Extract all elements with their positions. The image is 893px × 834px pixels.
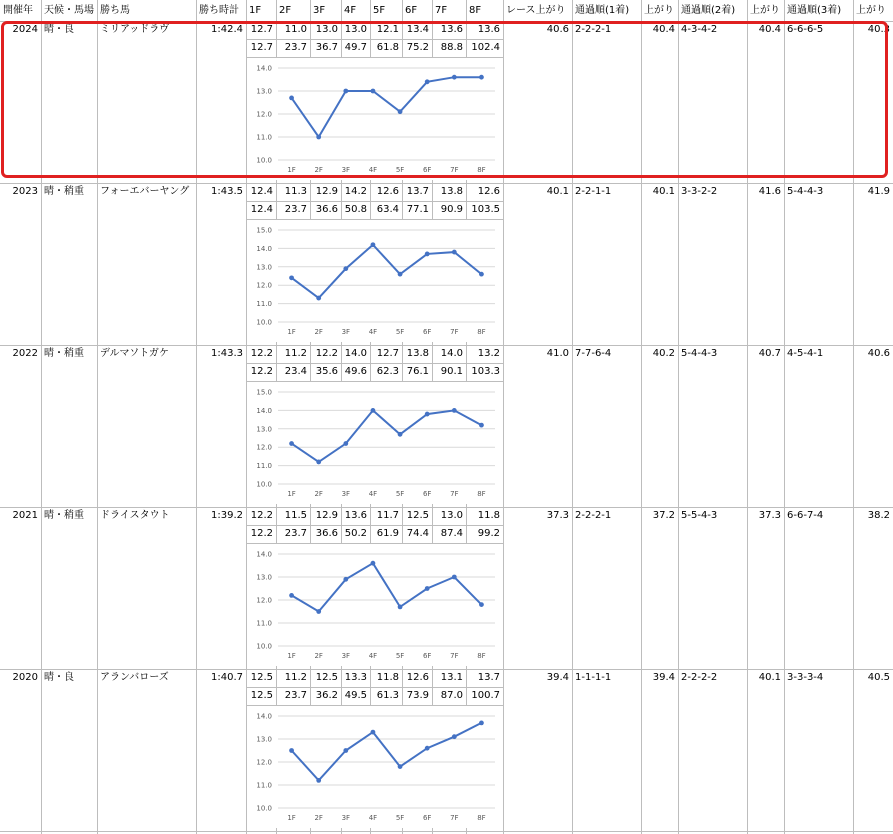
data-point bbox=[398, 272, 403, 277]
series-line bbox=[292, 563, 482, 611]
data-point bbox=[371, 561, 376, 566]
x-tick-label: 8F bbox=[477, 166, 486, 174]
cell-lap[interactable]: 12.2 bbox=[315, 348, 338, 359]
cell-agari2[interactable]: 40.7 bbox=[758, 348, 781, 359]
data-point bbox=[343, 266, 348, 271]
cell-cumulative[interactable]: 61.9 bbox=[376, 528, 399, 539]
cell-agari1[interactable]: 37.2 bbox=[652, 510, 675, 521]
x-tick-label: 6F bbox=[422, 814, 432, 822]
x-tick-label: 8F bbox=[477, 652, 486, 660]
data-point bbox=[452, 408, 457, 413]
cell-cumulative[interactable]: 23.7 bbox=[284, 42, 307, 53]
lap-time-chart bbox=[247, 382, 503, 504]
x-tick-label: 7F bbox=[450, 652, 459, 660]
x-tick-label: 5F bbox=[395, 328, 405, 336]
y-tick-label: 11.0 bbox=[256, 462, 272, 471]
y-tick-label: 14.0 bbox=[256, 64, 272, 73]
cell-time[interactable]: 1:42.4 bbox=[211, 24, 243, 35]
grid-vline bbox=[503, 0, 504, 834]
grid-vline bbox=[784, 0, 785, 834]
x-tick-label: 7F bbox=[450, 328, 459, 336]
header-time[interactable]: 勝ち時計 bbox=[199, 5, 239, 16]
x-tick-label: 8F bbox=[477, 328, 486, 336]
data-point bbox=[425, 79, 430, 84]
cell-agari2[interactable]: 41.6 bbox=[758, 186, 781, 197]
cell-agari3[interactable]: 41.9 bbox=[867, 186, 890, 197]
cell-cumulative[interactable]: 63.4 bbox=[376, 204, 399, 215]
y-tick-label: 10.0 bbox=[256, 156, 272, 165]
data-point bbox=[289, 593, 294, 598]
cell-agari3[interactable]: 40.3 bbox=[867, 24, 890, 35]
grid-vline bbox=[41, 0, 42, 834]
lap-time-chart bbox=[247, 58, 503, 180]
lap-line-chart bbox=[247, 706, 503, 828]
cell-cumulative[interactable]: 61.8 bbox=[376, 42, 399, 53]
y-tick-label: 12.0 bbox=[256, 281, 272, 290]
data-point bbox=[452, 734, 457, 739]
x-tick-label: 3F bbox=[341, 652, 351, 660]
grid-vline bbox=[747, 0, 748, 834]
cell-lap[interactable]: 14.0 bbox=[440, 348, 463, 359]
x-tick-label: 2F bbox=[314, 166, 323, 174]
cell-cumulative[interactable]: 49.5 bbox=[344, 690, 367, 701]
data-point bbox=[479, 721, 484, 726]
cell-lap[interactable]: 12.9 bbox=[315, 510, 338, 521]
cell-lap[interactable]: 13.6 bbox=[440, 24, 463, 35]
x-tick-label: 5F bbox=[395, 652, 405, 660]
x-tick-label: 6F bbox=[422, 652, 432, 660]
cell-pos2[interactable]: 5-4-4-3 bbox=[681, 348, 718, 359]
y-tick-label: 10.0 bbox=[256, 804, 272, 813]
cell-year[interactable]: 2020 bbox=[12, 672, 38, 683]
y-tick-label: 15.0 bbox=[256, 388, 272, 397]
y-tick-label: 11.0 bbox=[256, 781, 272, 790]
cell-lap[interactable]: 11.7 bbox=[376, 510, 399, 521]
header-pos1[interactable]: 通過順(1着) bbox=[575, 5, 630, 16]
x-tick-label: 5F bbox=[395, 490, 405, 498]
cell-lap[interactable]: 12.4 bbox=[250, 186, 273, 197]
header-lap2[interactable]: 2F bbox=[279, 5, 292, 16]
cell-cumulative[interactable]: 61.3 bbox=[376, 690, 399, 701]
cell-lap[interactable]: 11.3 bbox=[284, 186, 307, 197]
cell-weather[interactable]: 晴・良 bbox=[44, 672, 74, 683]
x-tick-label: 1F bbox=[287, 328, 296, 336]
y-tick-label: 13.0 bbox=[256, 735, 272, 744]
y-tick-label: 11.0 bbox=[256, 300, 272, 309]
cell-year[interactable]: 2023 bbox=[12, 186, 38, 197]
cell-lap[interactable]: 11.0 bbox=[284, 24, 307, 35]
cell-pos3[interactable]: 5-4-4-3 bbox=[787, 186, 824, 197]
cell-lap[interactable]: 13.4 bbox=[406, 24, 429, 35]
header-agari2[interactable]: 上がり bbox=[750, 5, 780, 16]
cell-winner[interactable]: ミリアッドラヴ bbox=[100, 24, 170, 35]
cell-cumulative[interactable]: 87.0 bbox=[440, 690, 463, 701]
x-tick-label: 3F bbox=[341, 490, 351, 498]
cell-pos2[interactable]: 2-2-2-2 bbox=[681, 672, 718, 683]
y-tick-label: 12.0 bbox=[256, 596, 272, 605]
cell-race-agari[interactable]: 40.1 bbox=[546, 186, 569, 197]
grid-vline bbox=[196, 0, 197, 834]
cell-lap[interactable]: 14.0 bbox=[344, 348, 367, 359]
x-tick-label: 2F bbox=[314, 814, 323, 822]
cell-lap[interactable]: 13.2 bbox=[477, 348, 500, 359]
data-point bbox=[479, 272, 484, 277]
header-pos2[interactable]: 通過順(2着) bbox=[681, 5, 736, 16]
header-pos3[interactable]: 通過順(3着) bbox=[787, 5, 842, 16]
data-point bbox=[316, 460, 321, 465]
data-point bbox=[316, 609, 321, 614]
x-tick-label: 6F bbox=[422, 490, 432, 498]
data-point bbox=[289, 441, 294, 446]
y-tick-label: 14.0 bbox=[256, 244, 272, 253]
data-point bbox=[289, 748, 294, 753]
header-lap5[interactable]: 5F bbox=[373, 5, 386, 16]
cell-cumulative[interactable]: 23.7 bbox=[284, 528, 307, 539]
lap-time-chart bbox=[247, 544, 503, 666]
cell-pos1[interactable]: 2-2-2-1 bbox=[575, 510, 612, 521]
cell-cumulative[interactable]: 12.2 bbox=[250, 528, 273, 539]
cell-cumulative[interactable]: 62.3 bbox=[376, 366, 399, 377]
x-tick-label: 2F bbox=[314, 652, 323, 660]
data-point bbox=[289, 275, 294, 280]
cell-lap[interactable]: 12.5 bbox=[315, 672, 338, 683]
cell-race-agari[interactable]: 37.3 bbox=[546, 510, 569, 521]
cell-cumulative[interactable]: 23.4 bbox=[284, 366, 307, 377]
cell-cumulative[interactable]: 36.7 bbox=[315, 42, 338, 53]
data-point bbox=[398, 432, 403, 437]
cell-year[interactable]: 2021 bbox=[12, 510, 38, 521]
cell-cumulative[interactable]: 36.2 bbox=[315, 690, 338, 701]
cell-lap[interactable]: 13.0 bbox=[315, 24, 338, 35]
cell-pos2[interactable]: 3-3-2-2 bbox=[681, 186, 718, 197]
data-point bbox=[371, 730, 376, 735]
x-tick-label: 4F bbox=[368, 166, 378, 174]
cell-cumulative[interactable]: 12.5 bbox=[250, 690, 273, 701]
cell-cumulative[interactable]: 49.7 bbox=[344, 42, 367, 53]
cell-cumulative[interactable]: 103.3 bbox=[471, 366, 500, 377]
cell-cumulative[interactable]: 100.7 bbox=[471, 690, 500, 701]
cell-cumulative[interactable]: 90.1 bbox=[440, 366, 463, 377]
cell-time[interactable]: 1:43.3 bbox=[211, 348, 243, 359]
cell-agari3[interactable]: 40.5 bbox=[867, 672, 890, 683]
data-point bbox=[343, 577, 348, 582]
cell-winner[interactable]: フォーエバーヤング bbox=[100, 186, 190, 197]
cell-cumulative[interactable]: 102.4 bbox=[471, 42, 500, 53]
cell-lap[interactable]: 13.8 bbox=[440, 186, 463, 197]
header-lap6[interactable]: 6F bbox=[405, 5, 418, 16]
cell-time[interactable]: 1:40.7 bbox=[211, 672, 243, 683]
cell-year[interactable]: 2022 bbox=[12, 348, 38, 359]
cell-cumulative[interactable]: 75.2 bbox=[406, 42, 429, 53]
cell-pos3[interactable]: 3-3-3-4 bbox=[787, 672, 824, 683]
cell-lap[interactable]: 11.8 bbox=[477, 510, 500, 521]
x-tick-label: 7F bbox=[450, 166, 459, 174]
cell-lap[interactable]: 11.2 bbox=[284, 348, 307, 359]
header-winner[interactable]: 勝ち馬 bbox=[100, 5, 130, 16]
cell-lap[interactable]: 12.1 bbox=[376, 24, 399, 35]
y-tick-label: 14.0 bbox=[256, 712, 272, 721]
header-lap3[interactable]: 3F bbox=[313, 5, 326, 16]
cell-lap[interactable]: 13.8 bbox=[406, 348, 429, 359]
x-tick-label: 6F bbox=[422, 166, 432, 174]
lap-line-chart bbox=[247, 220, 503, 342]
data-point bbox=[371, 89, 376, 94]
cell-lap[interactable]: 12.9 bbox=[315, 186, 338, 197]
data-point bbox=[479, 602, 484, 607]
lap-line-chart bbox=[247, 382, 503, 504]
series-line bbox=[292, 723, 482, 781]
cell-lap[interactable]: 12.5 bbox=[406, 510, 429, 521]
cell-agari2[interactable]: 37.3 bbox=[758, 510, 781, 521]
cell-lap[interactable]: 13.1 bbox=[440, 672, 463, 683]
x-tick-label: 4F bbox=[368, 328, 378, 336]
cell-cumulative[interactable]: 23.7 bbox=[284, 690, 307, 701]
y-tick-label: 11.0 bbox=[256, 619, 272, 628]
x-tick-label: 1F bbox=[287, 814, 296, 822]
y-tick-label: 13.0 bbox=[256, 573, 272, 582]
cell-lap[interactable]: 12.2 bbox=[250, 510, 273, 521]
cell-cumulative[interactable]: 50.8 bbox=[344, 204, 367, 215]
cell-pos1[interactable]: 2-2-2-1 bbox=[575, 24, 612, 35]
cell-cumulative[interactable]: 99.2 bbox=[477, 528, 500, 539]
cell-lap[interactable]: 13.7 bbox=[406, 186, 429, 197]
cell-time[interactable]: 1:39.2 bbox=[211, 510, 243, 521]
data-point bbox=[425, 412, 430, 417]
header-lap8[interactable]: 8F bbox=[469, 5, 482, 16]
x-tick-label: 1F bbox=[287, 652, 296, 660]
x-tick-label: 3F bbox=[341, 814, 351, 822]
data-point bbox=[398, 109, 403, 114]
data-point bbox=[398, 764, 403, 769]
cell-lap[interactable]: 13.3 bbox=[344, 672, 367, 683]
data-point bbox=[316, 296, 321, 301]
cell-lap[interactable]: 12.7 bbox=[250, 24, 273, 35]
header-weather[interactable]: 天候・馬場 bbox=[44, 5, 94, 16]
cell-lap[interactable]: 13.0 bbox=[440, 510, 463, 521]
cell-pos2[interactable]: 4-3-4-2 bbox=[681, 24, 718, 35]
cell-lap[interactable]: 12.6 bbox=[477, 186, 500, 197]
x-tick-label: 8F bbox=[477, 814, 486, 822]
cell-pos3[interactable]: 6-6-6-5 bbox=[787, 24, 824, 35]
lap-line-chart bbox=[247, 58, 503, 180]
y-tick-label: 12.0 bbox=[256, 758, 272, 767]
cell-race-agari[interactable]: 40.6 bbox=[546, 24, 569, 35]
cell-pos1[interactable]: 2-2-1-1 bbox=[575, 186, 612, 197]
cell-lap[interactable]: 12.5 bbox=[250, 672, 273, 683]
cell-cumulative[interactable]: 49.6 bbox=[344, 366, 367, 377]
data-point bbox=[371, 242, 376, 247]
cell-lap[interactable]: 11.5 bbox=[284, 510, 307, 521]
grid-vline bbox=[572, 0, 573, 834]
data-point bbox=[316, 135, 321, 140]
cell-cumulative[interactable]: 74.4 bbox=[406, 528, 429, 539]
cell-lap[interactable]: 11.2 bbox=[284, 672, 307, 683]
cell-cumulative[interactable]: 88.8 bbox=[440, 42, 463, 53]
y-tick-label: 15.0 bbox=[256, 226, 272, 235]
cell-cumulative[interactable]: 77.1 bbox=[406, 204, 429, 215]
x-tick-label: 1F bbox=[287, 166, 296, 174]
series-line bbox=[292, 410, 482, 462]
cell-lap[interactable]: 12.6 bbox=[376, 186, 399, 197]
cell-cumulative[interactable]: 103.5 bbox=[471, 204, 500, 215]
cell-agari1[interactable]: 39.4 bbox=[652, 672, 675, 683]
cell-lap[interactable]: 13.6 bbox=[477, 24, 500, 35]
header-race-agari[interactable]: レース上がり bbox=[506, 5, 566, 16]
grid-vline bbox=[641, 0, 642, 834]
cell-pos2[interactable]: 5-5-4-3 bbox=[681, 510, 718, 521]
cell-pos3[interactable]: 4-5-4-1 bbox=[787, 348, 824, 359]
cell-time[interactable]: 1:43.5 bbox=[211, 186, 243, 197]
cell-agari3[interactable]: 38.2 bbox=[867, 510, 890, 521]
data-point bbox=[316, 778, 321, 783]
cell-agari1[interactable]: 40.2 bbox=[652, 348, 675, 359]
header-lap1[interactable]: 1F bbox=[249, 5, 262, 16]
y-tick-label: 10.0 bbox=[256, 480, 272, 489]
x-tick-label: 3F bbox=[341, 328, 351, 336]
x-tick-label: 4F bbox=[368, 490, 378, 498]
data-point bbox=[343, 89, 348, 94]
header-agari3[interactable]: 上がり bbox=[856, 5, 886, 16]
data-point bbox=[479, 75, 484, 80]
y-tick-label: 13.0 bbox=[256, 87, 272, 96]
data-point bbox=[479, 423, 484, 428]
cell-lap[interactable]: 13.7 bbox=[477, 672, 500, 683]
data-point bbox=[452, 75, 457, 80]
cell-agari1[interactable]: 40.1 bbox=[652, 186, 675, 197]
x-tick-label: 7F bbox=[450, 490, 459, 498]
cell-pos1[interactable]: 1-1-1-1 bbox=[575, 672, 612, 683]
x-tick-label: 4F bbox=[368, 814, 378, 822]
cell-cumulative[interactable]: 76.1 bbox=[406, 366, 429, 377]
grid-vline bbox=[678, 0, 679, 834]
data-point bbox=[425, 252, 430, 257]
cell-winner[interactable]: デルマソトガケ bbox=[100, 348, 169, 359]
cell-lap[interactable]: 13.0 bbox=[344, 24, 367, 35]
lap-time-chart bbox=[247, 706, 503, 828]
data-point bbox=[343, 441, 348, 446]
cell-winner[interactable]: ドライスタウト bbox=[100, 510, 170, 521]
cell-cumulative[interactable]: 12.7 bbox=[250, 42, 273, 53]
y-tick-label: 11.0 bbox=[256, 133, 272, 142]
x-tick-label: 7F bbox=[450, 814, 459, 822]
x-tick-label: 3F bbox=[341, 166, 351, 174]
cell-agari2[interactable]: 40.1 bbox=[758, 672, 781, 683]
data-point bbox=[343, 748, 348, 753]
grid-vline bbox=[97, 0, 98, 834]
cell-cumulative[interactable]: 87.4 bbox=[440, 528, 463, 539]
cell-weather[interactable]: 晴・稍重 bbox=[44, 510, 84, 521]
data-point bbox=[425, 746, 430, 751]
cell-weather[interactable]: 晴・稍重 bbox=[44, 348, 84, 359]
series-line bbox=[292, 77, 482, 137]
header-lap7[interactable]: 7F bbox=[435, 5, 448, 16]
y-tick-label: 10.0 bbox=[256, 642, 272, 651]
cell-lap[interactable]: 12.6 bbox=[406, 672, 429, 683]
x-tick-label: 2F bbox=[314, 328, 323, 336]
cell-cumulative[interactable]: 12.4 bbox=[250, 204, 273, 215]
y-tick-label: 12.0 bbox=[256, 110, 272, 119]
cell-cumulative[interactable]: 12.2 bbox=[250, 366, 273, 377]
cell-cumulative[interactable]: 50.2 bbox=[344, 528, 367, 539]
y-tick-label: 13.0 bbox=[256, 263, 272, 272]
lap-time-chart bbox=[247, 220, 503, 342]
y-tick-label: 14.0 bbox=[256, 550, 272, 559]
cell-lap[interactable]: 11.8 bbox=[376, 672, 399, 683]
cell-pos3[interactable]: 6-6-7-4 bbox=[787, 510, 824, 521]
cell-cumulative[interactable]: 90.9 bbox=[440, 204, 463, 215]
data-point bbox=[452, 575, 457, 580]
grid-hline bbox=[0, 831, 893, 832]
cell-cumulative[interactable]: 36.6 bbox=[315, 204, 338, 215]
x-tick-label: 2F bbox=[314, 490, 323, 498]
header-agari1[interactable]: 上がり bbox=[644, 5, 674, 16]
cell-lap[interactable]: 13.6 bbox=[344, 510, 367, 521]
cell-weather[interactable]: 晴・良 bbox=[44, 24, 74, 35]
cell-lap[interactable]: 12.2 bbox=[250, 348, 273, 359]
data-point bbox=[452, 250, 457, 255]
cell-lap[interactable]: 12.7 bbox=[376, 348, 399, 359]
cell-winner[interactable]: アランバローズ bbox=[100, 672, 169, 683]
cell-weather[interactable]: 晴・稍重 bbox=[44, 186, 84, 197]
lap-line-chart bbox=[247, 544, 503, 666]
x-tick-label: 5F bbox=[395, 166, 405, 174]
cell-cumulative[interactable]: 36.6 bbox=[315, 528, 338, 539]
data-point bbox=[425, 586, 430, 591]
x-tick-label: 5F bbox=[395, 814, 405, 822]
data-point bbox=[289, 96, 294, 101]
header-year[interactable]: 開催年 bbox=[3, 5, 33, 16]
y-tick-label: 13.0 bbox=[256, 425, 272, 434]
cell-agari1[interactable]: 40.4 bbox=[652, 24, 675, 35]
cell-race-agari[interactable]: 41.0 bbox=[546, 348, 569, 359]
cell-year[interactable]: 2024 bbox=[12, 24, 38, 35]
cell-cumulative[interactable]: 35.6 bbox=[315, 366, 338, 377]
cell-race-agari[interactable]: 39.4 bbox=[546, 672, 569, 683]
cell-lap[interactable]: 14.2 bbox=[344, 186, 367, 197]
y-tick-label: 14.0 bbox=[256, 406, 272, 415]
cell-pos1[interactable]: 7-7-6-4 bbox=[575, 348, 612, 359]
cell-agari2[interactable]: 40.4 bbox=[758, 24, 781, 35]
data-point bbox=[371, 408, 376, 413]
cell-agari3[interactable]: 40.6 bbox=[867, 348, 890, 359]
x-tick-label: 8F bbox=[477, 490, 486, 498]
x-tick-label: 6F bbox=[422, 328, 432, 336]
cell-cumulative[interactable]: 73.9 bbox=[406, 690, 429, 701]
y-tick-label: 12.0 bbox=[256, 443, 272, 452]
x-tick-label: 1F bbox=[287, 490, 296, 498]
x-tick-label: 4F bbox=[368, 652, 378, 660]
data-point bbox=[398, 605, 403, 610]
grid-vline bbox=[853, 0, 854, 834]
cell-cumulative[interactable]: 23.7 bbox=[284, 204, 307, 215]
header-lap4[interactable]: 4F bbox=[344, 5, 357, 16]
y-tick-label: 10.0 bbox=[256, 318, 272, 327]
